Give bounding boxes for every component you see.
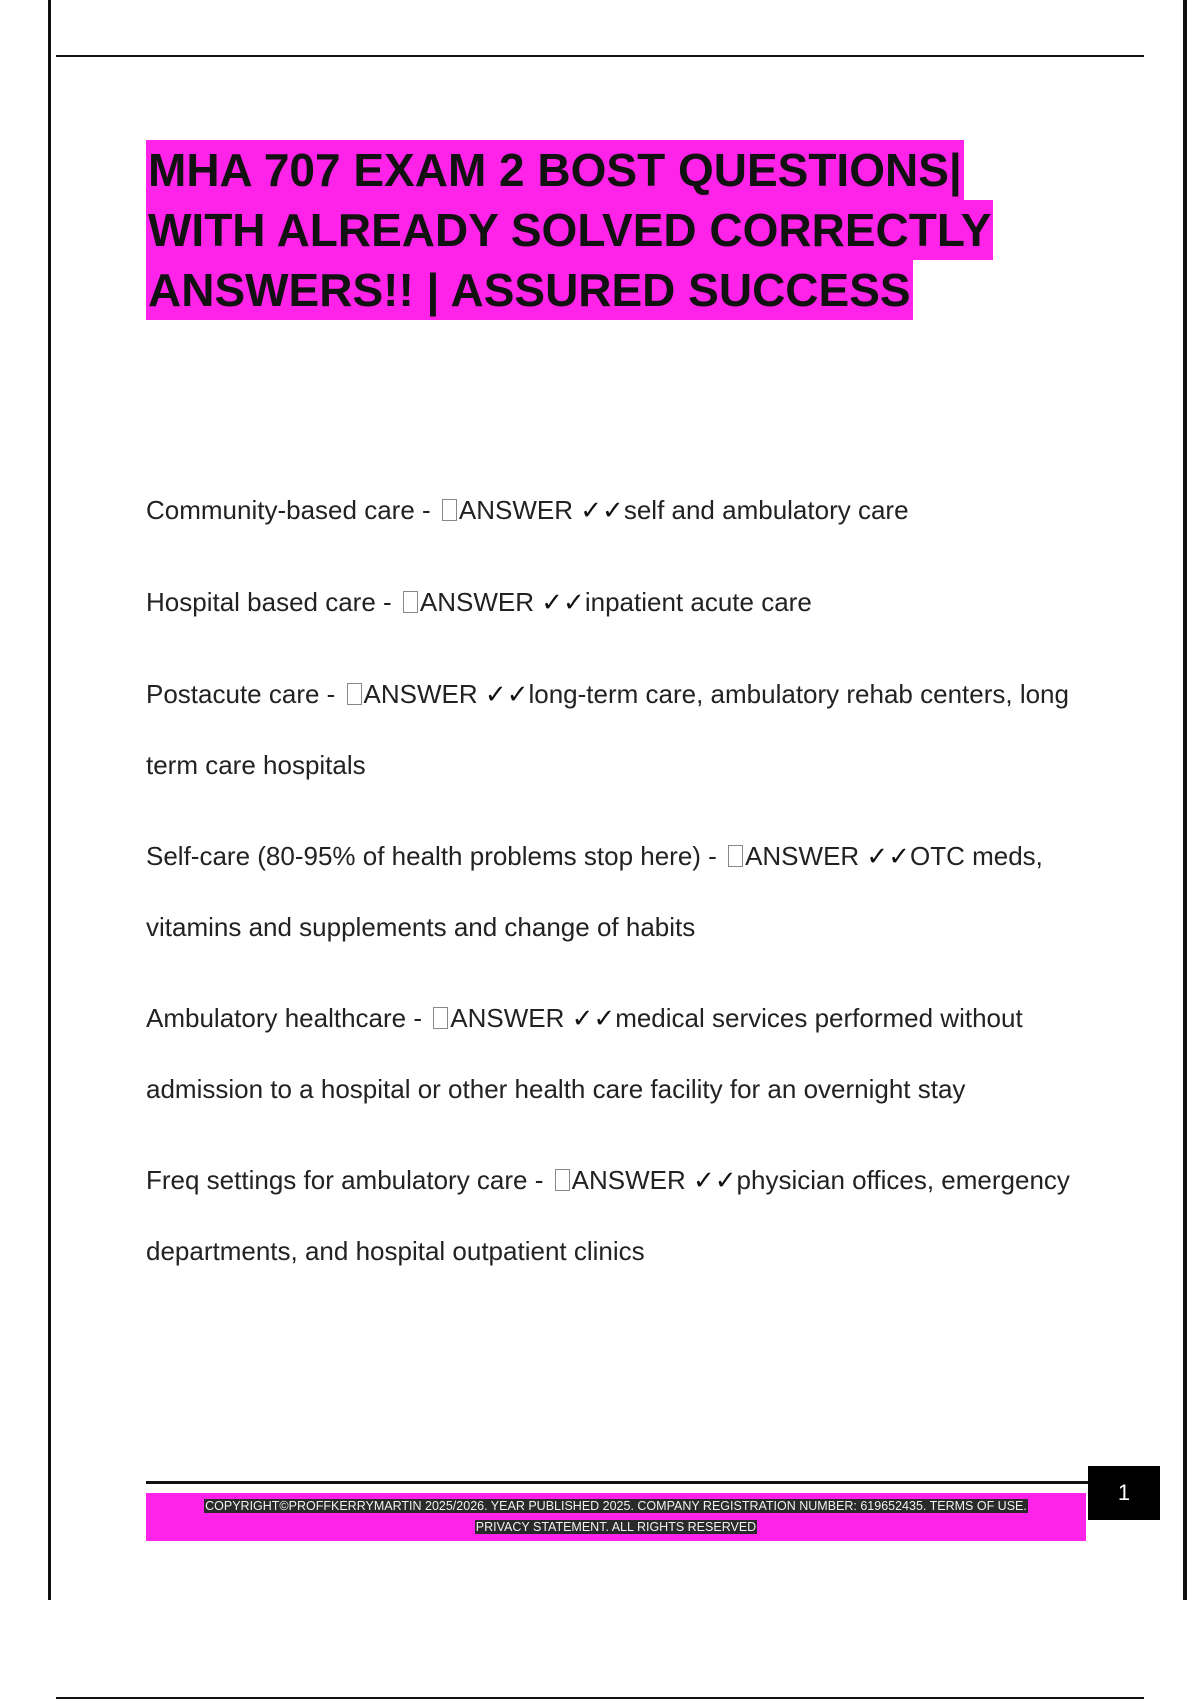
title-line-1: MHA 707 EXAM 2 BOST QUESTIONS| (146, 140, 964, 200)
qa-item (146, 821, 1106, 962)
qa-term: Ambulatory healthcare - (146, 1003, 430, 1033)
missing-glyph-box-icon (347, 683, 362, 705)
header-rule (56, 55, 1144, 57)
copyright-text (166, 1496, 1066, 1538)
qa-term: Self-care (80-95% of health problems stop here) - (146, 841, 725, 871)
missing-glyph-box-icon (442, 499, 457, 521)
page-border-left (48, 0, 51, 1600)
title-line-2: WITH ALREADY SOLVED CORRECTLY (146, 200, 993, 260)
qa-term: Postacute care - (146, 679, 343, 709)
answer-marker: ANSWER (419, 587, 535, 617)
qa-answer: medical services performed without admission to a hospital or other health care facility for an overnight stay (146, 1003, 1023, 1104)
check-mark-icon: ✓✓ (484, 680, 529, 710)
qa-answer: self and ambulatory care (623, 495, 909, 525)
title-line-3: ANSWERS!! | ASSURED SUCCESS (146, 260, 913, 320)
copyright-footer (146, 1493, 1086, 1541)
page-number: 1 (1088, 1466, 1160, 1520)
check-mark-icon: ✓✓ (571, 1004, 616, 1034)
check-mark-icon: ✓✓ (866, 842, 910, 872)
check-mark-icon: ✓✓ (541, 588, 585, 618)
qa-term: Hospital based care - (146, 587, 399, 617)
answer-marker: ANSWER (450, 1003, 565, 1033)
answer-marker: ANSWER (363, 679, 478, 709)
qa-item (146, 983, 1106, 1124)
missing-glyph-box-icon (403, 591, 418, 613)
answer-marker: ANSWER (571, 1165, 686, 1195)
answer-marker: ANSWER (745, 841, 860, 871)
page-border-right (1183, 0, 1187, 1600)
answer-marker: ANSWER (458, 495, 574, 525)
copyright-line-2: PRIVACY STATEMENT. ALL RIGHTS RESERVED (475, 1520, 757, 1534)
copyright-line-1: COPYRIGHT©PROFFKERRYMARTIN 2025/2026. YEAR PUBLISHED 2025. COMPANY REGISTRATION NUMBER: 619652435. TERMS OF USE. (205, 1499, 1027, 1513)
footer-rule (146, 1481, 1088, 1484)
missing-glyph-box-icon (433, 1007, 448, 1029)
missing-glyph-box-icon (728, 845, 743, 867)
qa-term: Freq settings for ambulatory care - (146, 1165, 551, 1195)
qa-item (146, 1145, 1106, 1286)
qa-answer: long-term care, ambulatory rehab centers, long term care hospitals (146, 679, 1069, 780)
missing-glyph-box-icon (555, 1169, 570, 1191)
check-mark-icon: ✓✓ (692, 1166, 737, 1196)
qa-item (146, 567, 1106, 638)
qa-item (146, 659, 1106, 800)
check-mark-icon: ✓✓ (580, 496, 624, 526)
qa-item (146, 475, 1106, 546)
qa-answer: inpatient acute care (584, 587, 812, 617)
qa-answer: OTC meds, vitamins and supplements and change of habits (146, 841, 1043, 942)
document-title (146, 140, 1106, 320)
question-answer-list (146, 475, 1106, 1307)
next-page-rule (56, 1697, 1144, 1699)
qa-term: Community-based care - (146, 495, 438, 525)
qa-answer: physician offices, emergency departments, and hospital outpatient clinics (146, 1165, 1070, 1266)
